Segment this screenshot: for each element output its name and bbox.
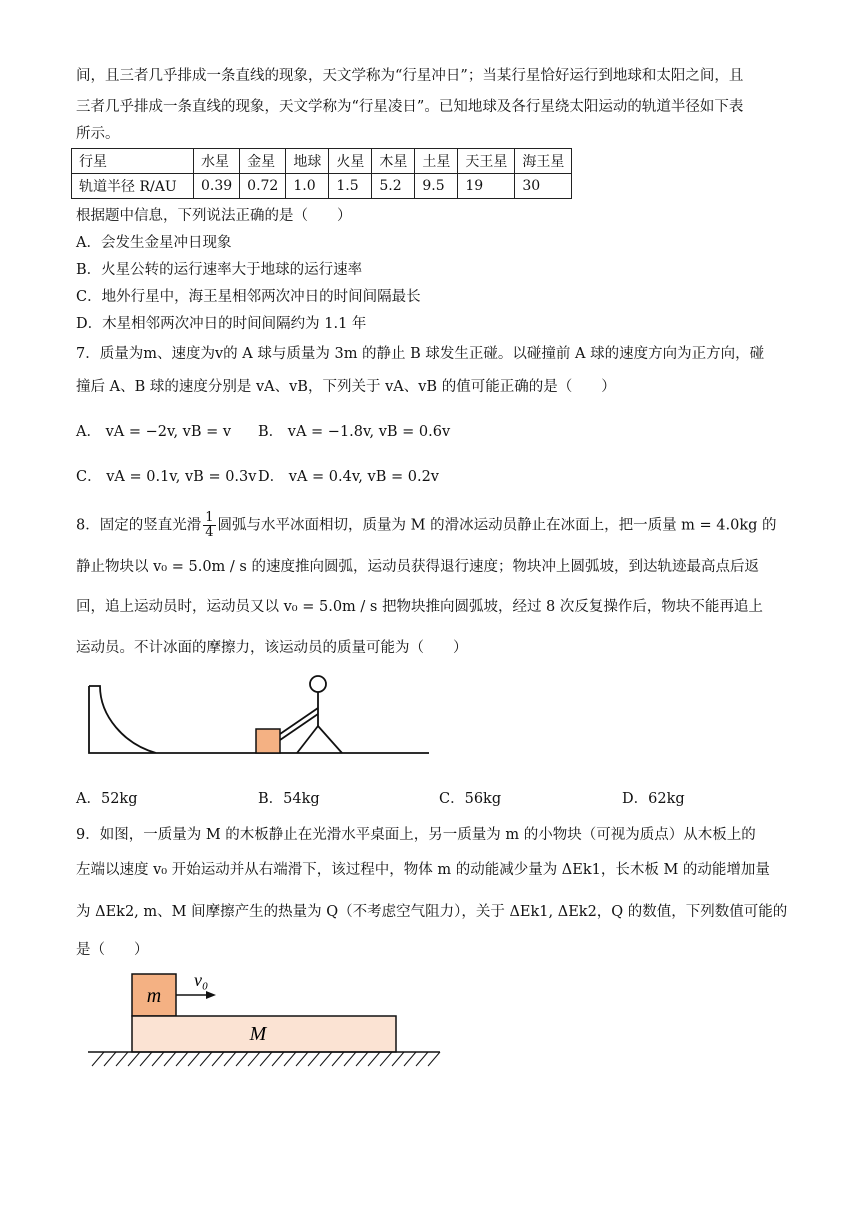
q9-line-1: 9．如图，一质量为 M 的木板静止在光滑水平桌面上，另一质量为 m 的小物块（可视为质点）从木板上的 bbox=[76, 827, 756, 843]
q8-option-d: D．62kg bbox=[622, 791, 685, 807]
table-cell: 0.39 bbox=[194, 174, 240, 199]
intro-line-2: 三者几乎排成一条直线的现象，天文学称为“行星凌日”。已知地球及各行星绕太阳运动的轨道半径如下表 bbox=[76, 99, 744, 115]
arrow-head-icon bbox=[206, 991, 216, 999]
skater-head bbox=[310, 676, 326, 692]
table-cell: 30 bbox=[515, 174, 572, 199]
q7-option-c: C． vA = 0.1v, vB = 0.3v bbox=[76, 469, 257, 485]
q8-line-2: 静止物块以 v₀ = 5.0m / s 的速度推向圆弧，运动员获得退行速度；物块冲上圆弧坡，到达轨迹最高点后返 bbox=[76, 559, 759, 575]
table-cell: 海王星 bbox=[515, 149, 572, 174]
table-cell: 金星 bbox=[240, 149, 286, 174]
q7-line-2: 撞后 A、B 球的速度分别是 vA、vB，下列关于 vA、vB 的值可能正确的是（ ） bbox=[76, 379, 616, 395]
table-cell: 19 bbox=[458, 174, 515, 199]
table-cell: 火星 bbox=[329, 149, 372, 174]
intro-line-1: 间，且三者几乎排成一条直线的现象，天文学称为“行星冲日”；当某行星恰好运行到地球和太阳之间，且 bbox=[76, 68, 744, 84]
velocity-label: v₀ bbox=[194, 970, 209, 990]
q7-option-a: A． vA = −2v, vB = v bbox=[76, 424, 232, 440]
quarter-fraction bbox=[203, 511, 215, 540]
hatch-pattern bbox=[92, 1052, 440, 1066]
table-cell: 1.0 bbox=[286, 174, 329, 199]
skater-arm bbox=[280, 708, 318, 734]
q6-option-b: B．火星公转的运行速率大于地球的运行速率 bbox=[76, 262, 363, 278]
q8-line-3: 回，追上运动员时，运动员又以 v₀ = 5.0m / s 把物块推向圆弧坡，经过 8 次反复操作后，物块不能再追上 bbox=[76, 599, 763, 615]
block-label: m bbox=[146, 985, 162, 1007]
intro-line-3: 所示。 bbox=[76, 126, 120, 142]
table-row-label: 轨道半径 R/AU bbox=[72, 174, 194, 199]
q6-option-d: D．木星相邻两次冲日的时间间隔约为 1.1 年 bbox=[76, 316, 367, 332]
table-cell: 9.5 bbox=[415, 174, 458, 199]
fraction-denominator: 4 bbox=[205, 525, 214, 540]
table-cell: 水星 bbox=[194, 149, 240, 174]
q7-option-d: D． vA = 0.4v, vB = 0.2v bbox=[258, 469, 439, 485]
q7-option-b: B． vA = −1.8v, vB = 0.6v bbox=[258, 424, 451, 440]
pushed-block bbox=[256, 729, 280, 753]
q8-line-1 bbox=[76, 511, 777, 540]
skater-arm bbox=[280, 714, 318, 740]
q8-figure bbox=[84, 672, 434, 760]
q9-line-4: 是（ ） bbox=[76, 942, 149, 958]
q8-option-c: C．56kg bbox=[439, 791, 502, 807]
table-cell: 0.72 bbox=[240, 174, 286, 199]
table-cell: 木星 bbox=[372, 149, 415, 174]
table-value-row bbox=[72, 174, 572, 199]
q9-line-2: 左端以速度 v₀ 开始运动并从右端滑下，该过程中，物体 m 的动能减少量为 ΔEk1，长木板 M 的动能增加量 bbox=[76, 862, 770, 878]
table-cell: 土星 bbox=[415, 149, 458, 174]
table-cell: 行星 bbox=[72, 149, 194, 174]
board-label: M bbox=[249, 1023, 267, 1045]
fraction-numerator: 1 bbox=[205, 510, 214, 525]
table-cell: 5.2 bbox=[372, 174, 415, 199]
q6-option-c: C．地外行星中，海王星相邻两次冲日的时间间隔最长 bbox=[76, 289, 421, 305]
q9-line-3: 为 ΔEk2, m、M 间摩擦产生的热量为 Q（不考虑空气阻力），关于 ΔEk1, ΔEk2，Q 的数值，下列数值可能的 bbox=[76, 904, 788, 920]
q8-line-1a: 8．固定的竖直光滑 bbox=[76, 517, 202, 534]
q8-option-a: A．52kg bbox=[76, 791, 138, 807]
table-header-row bbox=[72, 149, 572, 174]
q8-option-b: B．54kg bbox=[258, 791, 320, 807]
q9-figure bbox=[84, 962, 444, 1072]
q7-line-1: 7．质量为m、速度为v的 A 球与质量为 3m 的静止 B 球发生正碰。以碰撞前 A 球的速度方向为正方向，碰 bbox=[76, 346, 765, 362]
q8-line-4: 运动员。不计冰面的摩擦力，该运动员的质量可能为（ ） bbox=[76, 640, 468, 656]
q6-option-a: A．会发生金星冲日现象 bbox=[76, 235, 232, 251]
table-cell: 1.5 bbox=[329, 174, 372, 199]
skater-leg bbox=[297, 726, 318, 753]
table-cell: 天王星 bbox=[458, 149, 515, 174]
skater-leg bbox=[318, 726, 342, 753]
table-cell: 地球 bbox=[286, 149, 329, 174]
orbit-radius-table bbox=[71, 148, 572, 199]
q8-line-1b: 圆弧与水平冰面相切，质量为 M 的滑冰运动员静止在冰面上，把一质量 m = 4.0kg 的 bbox=[217, 517, 777, 534]
q6-stem: 根据题中信息，下列说法正确的是（ ） bbox=[76, 208, 352, 224]
